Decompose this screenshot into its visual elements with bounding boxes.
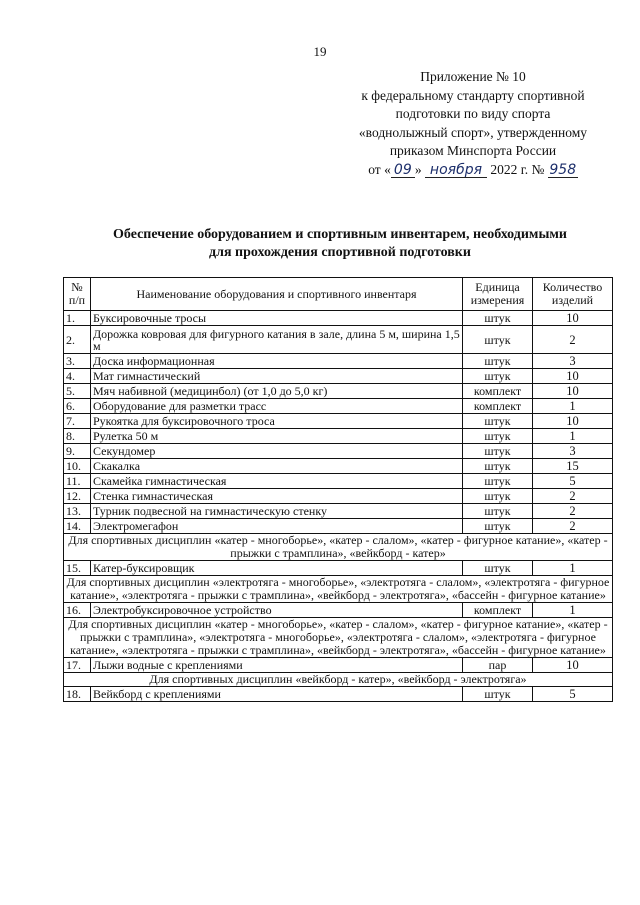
- table-row: [64, 459, 613, 474]
- table-row: [64, 311, 613, 326]
- cell-qty: 2: [533, 519, 613, 534]
- cell-num: 17.: [64, 658, 91, 673]
- table-row: [64, 444, 613, 459]
- table-group-row: [64, 618, 613, 658]
- cell-name: Стенка гимнастическая: [91, 489, 463, 504]
- cell-name: Оборудование для разметки трасс: [91, 399, 463, 414]
- cell-name: Скакалка: [91, 459, 463, 474]
- header-name: Наименование оборудования и спортивного инвентаря: [91, 278, 463, 311]
- group-heading: Для спортивных дисциплин «электротяга - многоборье», «электротяга - слалом», «электротяга - фигурное катание», «электротяга - прыжки с трамплина», «вейкборд - электротяга», «бассейн - фигурное катание»: [64, 576, 613, 603]
- cell-num: 7.: [64, 414, 91, 429]
- header-unit: Единица измерения: [463, 278, 533, 311]
- cell-unit: пар: [463, 658, 533, 673]
- table-row: [64, 561, 613, 576]
- table-row: [64, 384, 613, 399]
- cell-name: Рулетка 50 м: [91, 429, 463, 444]
- cell-num: 3.: [64, 354, 91, 369]
- table-row: [64, 326, 613, 354]
- cell-unit: штук: [463, 444, 533, 459]
- cell-name: Электробуксировочное устройство: [91, 603, 463, 618]
- cell-name: Вейкборд с креплениями: [91, 687, 463, 702]
- appendix-line: «воднолыжный спорт», утвержденному: [358, 124, 588, 140]
- table-row: [64, 399, 613, 414]
- cell-name: Рукоятка для буксировочного троса: [91, 414, 463, 429]
- table-row: [64, 603, 613, 618]
- cell-unit: комплект: [463, 399, 533, 414]
- cell-qty: 10: [533, 384, 613, 399]
- cell-qty: 3: [533, 444, 613, 459]
- cell-unit: штук: [463, 429, 533, 444]
- table-row: [64, 658, 613, 673]
- cell-unit: штук: [463, 474, 533, 489]
- cell-unit: комплект: [463, 603, 533, 618]
- cell-num: 9.: [64, 444, 91, 459]
- table-row: [64, 687, 613, 702]
- cell-name: Дорожка ковровая для фигурного катания в зале, длина 5 м, ширина 1,5 м: [91, 326, 463, 354]
- cell-name: Секундомер: [91, 444, 463, 459]
- cell-unit: штук: [463, 504, 533, 519]
- date-mid: »: [414, 161, 422, 177]
- cell-num: 13.: [64, 504, 91, 519]
- cell-num: 14.: [64, 519, 91, 534]
- cell-num: 16.: [64, 603, 91, 618]
- cell-qty: 10: [533, 369, 613, 384]
- title-line: для прохождения спортивной подготовки: [209, 245, 471, 260]
- cell-qty: 5: [533, 474, 613, 489]
- cell-qty: 2: [533, 489, 613, 504]
- table-header-row: [64, 278, 613, 311]
- cell-name: Лыжи водные с креплениями: [91, 658, 463, 673]
- group-heading: Для спортивных дисциплин «катер - многоборье», «катер - слалом», «катер - фигурное катание», «катер - прыжки с трамплина», «вейкборд - катер»: [64, 534, 613, 561]
- appendix-line: приказом Минспорта России: [389, 143, 557, 158]
- cell-qty: 1: [533, 429, 613, 444]
- appendix-line: Приложение № 10: [420, 69, 526, 84]
- header-num: № п/п: [64, 278, 91, 311]
- cell-num: 10.: [64, 459, 91, 474]
- cell-name: Скамейка гимнастическая: [91, 474, 463, 489]
- cell-num: 2.: [64, 326, 91, 354]
- cell-num: 11.: [64, 474, 91, 489]
- cell-unit: штук: [463, 414, 533, 429]
- cell-qty: 1: [533, 561, 613, 576]
- cell-unit: штук: [463, 459, 533, 474]
- cell-unit: штук: [463, 354, 533, 369]
- cell-qty: 10: [533, 414, 613, 429]
- cell-num: 4.: [64, 369, 91, 384]
- title-line: Обеспечение оборудованием и спортивным инвентарем, необходимыми: [113, 227, 567, 242]
- cell-unit: комплект: [463, 384, 533, 399]
- cell-qty: 2: [533, 504, 613, 519]
- cell-qty: 2: [533, 326, 613, 354]
- cell-name: Доска информационная: [91, 354, 463, 369]
- handwritten-month: ноября: [425, 163, 487, 178]
- cell-unit: штук: [463, 519, 533, 534]
- table-row: [64, 519, 613, 534]
- cell-unit: штук: [463, 561, 533, 576]
- cell-num: 8.: [64, 429, 91, 444]
- appendix-line: подготовки по виду спорта: [395, 106, 551, 121]
- table-row: [64, 474, 613, 489]
- date-year: 2022 г. №: [490, 161, 545, 177]
- cell-num: 18.: [64, 687, 91, 702]
- header-qty: Количество изделий: [533, 278, 613, 311]
- table-group-row: [64, 673, 613, 687]
- cell-num: 5.: [64, 384, 91, 399]
- table-body: [64, 311, 613, 702]
- cell-name: Турник подвесной на гимнастическую стенку: [91, 504, 463, 519]
- table-row: [64, 369, 613, 384]
- cell-num: 12.: [64, 489, 91, 504]
- handwritten-day: 09: [391, 163, 415, 178]
- appendix-approval-block: [318, 68, 628, 179]
- equipment-table: [63, 277, 613, 702]
- cell-qty: 15: [533, 459, 613, 474]
- appendix-line: к федеральному стандарту спортивной: [361, 87, 585, 103]
- table-row: [64, 429, 613, 444]
- cell-unit: штук: [463, 326, 533, 354]
- table-row: [64, 489, 613, 504]
- cell-name: Катер-буксировщик: [91, 561, 463, 576]
- document-title: [80, 226, 600, 262]
- cell-qty: 3: [533, 354, 613, 369]
- cell-num: 1.: [64, 311, 91, 326]
- cell-name: Буксировочные тросы: [91, 311, 463, 326]
- cell-qty: 5: [533, 687, 613, 702]
- appendix-date-line: [318, 161, 628, 180]
- cell-qty: 10: [533, 658, 613, 673]
- group-heading: Для спортивных дисциплин «катер - многоборье», «катер - слалом», «катер - фигурное катание», «катер - прыжки с трамплина», «электротяга - многоборье», «электротяга - слалом», «электротяга - фигурное катание», «электротяга - прыжки с трамплина», «вейкборд - электротяга», «бассейн - фигурное катание»: [64, 618, 613, 658]
- cell-num: 6.: [64, 399, 91, 414]
- cell-unit: штук: [463, 311, 533, 326]
- cell-qty: 1: [533, 603, 613, 618]
- cell-qty: 10: [533, 311, 613, 326]
- handwritten-order-number: 958: [549, 161, 577, 178]
- cell-name: Мат гимнастический: [91, 369, 463, 384]
- table-row: [64, 504, 613, 519]
- cell-unit: штук: [463, 687, 533, 702]
- table-row: [64, 354, 613, 369]
- table-group-row: [64, 576, 613, 603]
- cell-num: 15.: [64, 561, 91, 576]
- cell-unit: штук: [463, 369, 533, 384]
- cell-unit: штук: [463, 489, 533, 504]
- group-heading: Для спортивных дисциплин «вейкборд - катер», «вейкборд - электротяга»: [64, 673, 613, 687]
- table-group-row: [64, 534, 613, 561]
- table-row: [64, 414, 613, 429]
- date-prefix: от «: [368, 161, 391, 177]
- cell-name: Мяч набивной (медицинбол) (от 1,0 до 5,0 кг): [91, 384, 463, 399]
- cell-qty: 1: [533, 399, 613, 414]
- cell-name: Электромегафон: [91, 519, 463, 534]
- page-number: 19: [313, 44, 327, 59]
